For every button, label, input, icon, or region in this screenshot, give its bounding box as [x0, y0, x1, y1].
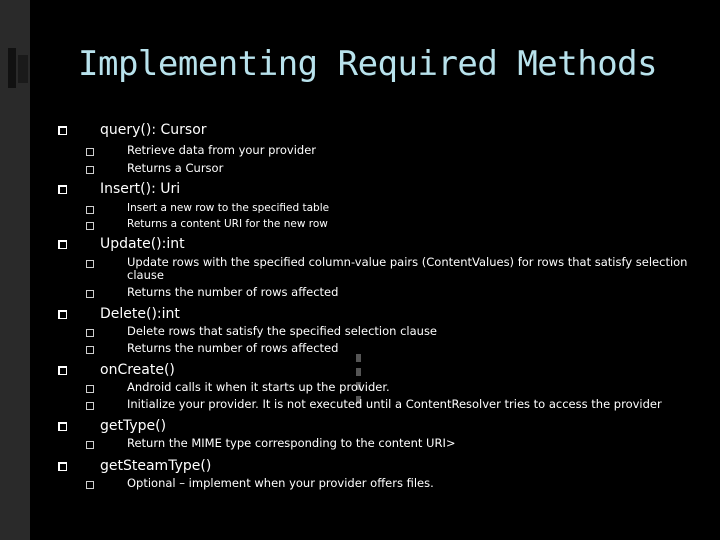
method-name: Delete():int [100, 306, 180, 322]
sub-bullet-icon [86, 206, 94, 214]
method-detail: Return the MIME type corresponding to the content URI> [127, 436, 456, 450]
bullet-icon [58, 185, 67, 194]
sub-bullet-icon [86, 148, 94, 156]
sub-bullet-icon [86, 481, 94, 489]
method-detail: Delete rows that satisfy the specified selection clause [127, 324, 438, 338]
sub-bullet-icon [86, 222, 94, 230]
sub-bullet-icon [86, 260, 94, 268]
bullet-icon [58, 422, 67, 431]
method-name: Update():int [100, 236, 185, 252]
bullet-icon [58, 366, 67, 375]
method-name: onCreate() [100, 362, 175, 378]
sub-bullet-icon [86, 402, 94, 410]
method-detail: Optional – implement when your provider offers files. [127, 476, 434, 490]
method-detail: Returns a content URI for the new row [127, 218, 328, 230]
sub-bullet-icon [86, 441, 94, 449]
slide-title: Implementing Required Methods [78, 44, 658, 84]
method-name: getType() [100, 418, 167, 434]
bullet-icon [58, 126, 67, 135]
sub-bullet-icon [86, 329, 94, 337]
sub-bullet-icon [86, 346, 94, 354]
method-detail: Returns a Cursor [127, 161, 224, 175]
method-detail: Update rows with the specified column-value pairs (ContentValues) for rows that satisfy selection clause [127, 255, 688, 282]
method-detail: Initialize your provider. It is not executed until a ContentResolver tries to access the provider [127, 397, 662, 411]
method-name: getSteamType() [100, 458, 212, 474]
method-name: Insert(): Uri [100, 181, 181, 197]
sub-bullet-icon [86, 290, 94, 298]
bullet-icon [58, 462, 67, 471]
method-detail: Android calls it when it starts up the provider. [127, 380, 390, 394]
method-detail: Retrieve data from your provider [127, 143, 316, 157]
sub-bullet-icon [86, 385, 94, 393]
method-name: query(): Cursor [100, 122, 207, 138]
sub-bullet-icon [86, 166, 94, 174]
bullet-icon [58, 310, 67, 319]
method-detail: Insert a new row to the specified table [127, 202, 330, 214]
method-detail: Returns the number of rows affected [127, 285, 339, 299]
method-detail: Returns the number of rows affected [127, 341, 339, 355]
bullet-icon [58, 240, 67, 249]
